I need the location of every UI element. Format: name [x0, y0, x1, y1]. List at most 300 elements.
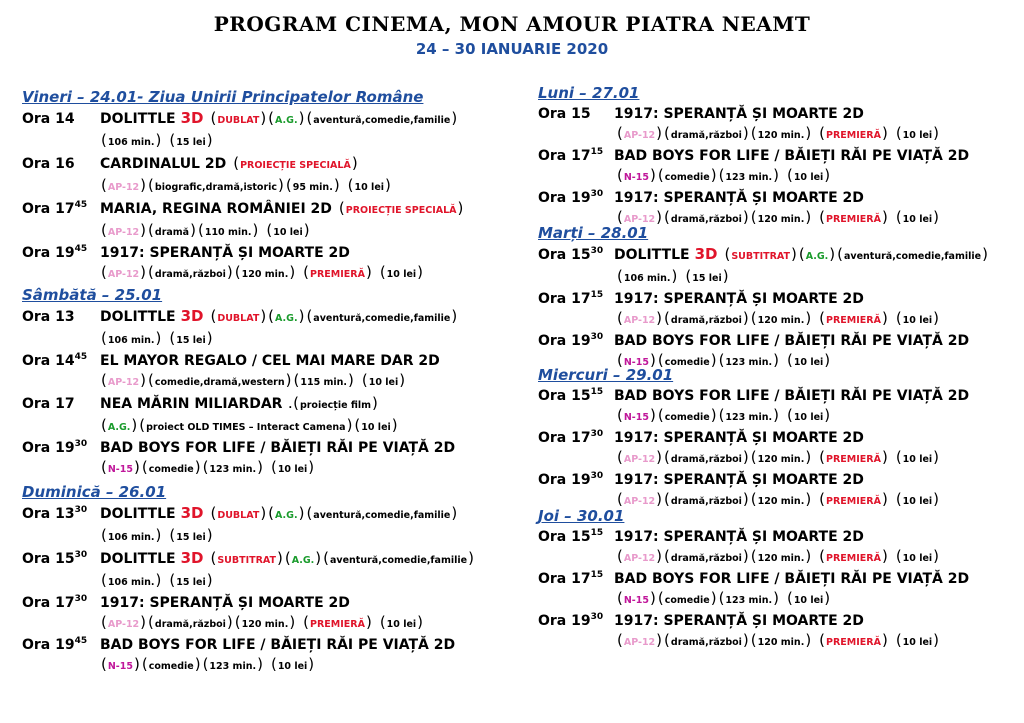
screening-entry	[538, 244, 989, 288]
tag-group	[663, 631, 750, 649]
screening-details-row	[22, 655, 475, 676]
screening-entry	[538, 569, 969, 610]
paren-close: )	[451, 307, 458, 325]
tag-text: DUBLAT	[217, 115, 260, 126]
paren-close: )	[155, 131, 162, 149]
paren-open: (	[617, 448, 623, 466]
paren-close: )	[791, 245, 797, 263]
tag-text: 10 lei	[793, 357, 824, 368]
paren-close: )	[881, 547, 888, 565]
paren-open: (	[101, 613, 107, 631]
movie-title: 1917: SPERANȚĂ ȘI MOARTE 2D	[100, 595, 350, 611]
paren-close: )	[457, 199, 464, 217]
paren-open: (	[268, 109, 275, 127]
tag-text: AP-12	[623, 214, 656, 225]
paren-open: (	[617, 267, 623, 285]
paren-close: )	[257, 458, 263, 476]
paren-open: (	[819, 309, 826, 327]
paren-close: )	[933, 208, 940, 226]
tag-group	[663, 124, 750, 142]
tag-text: aventură,comedie,familie	[313, 115, 451, 126]
paren-close: )	[805, 448, 812, 466]
paren-close: )	[206, 571, 213, 589]
tag-text: 15 lei	[176, 577, 206, 588]
paren-close: )	[155, 571, 162, 589]
tag-text: AP-12	[623, 553, 656, 564]
tag-group	[379, 263, 424, 281]
tag-group	[232, 153, 358, 176]
tag-group	[305, 306, 458, 329]
paren-close: )	[805, 490, 812, 508]
movie-title: NEA MĂRIN MILIARDAR	[100, 396, 283, 412]
paren-close: )	[824, 406, 831, 424]
paren-close: )	[140, 613, 147, 631]
tag-group	[895, 490, 940, 508]
screening-details-row	[538, 406, 969, 427]
screening-main-row	[538, 331, 989, 351]
tag-group	[197, 221, 259, 239]
day-block	[538, 84, 969, 229]
paren-open: (	[148, 613, 154, 631]
tag-text: 123 min.	[725, 172, 773, 183]
screening-entry	[22, 108, 464, 152]
paren-open: (	[718, 166, 725, 184]
paren-open: (	[895, 448, 902, 466]
paren-open: (	[306, 504, 313, 522]
paren-open: (	[210, 549, 217, 567]
tag-group	[302, 263, 373, 281]
paren-close: )	[933, 309, 940, 327]
paren-close: )	[742, 124, 749, 142]
tag-group	[147, 371, 292, 389]
time-minutes: 30	[590, 471, 604, 481]
tag-group	[616, 267, 678, 285]
tag-text: dramă,război	[670, 637, 742, 648]
tag-text: 10 lei	[368, 377, 399, 388]
paren-close: )	[451, 504, 458, 522]
time-minutes: 30	[74, 505, 88, 515]
tag-group	[718, 406, 780, 424]
paren-close: )	[133, 655, 140, 673]
tag-group	[723, 244, 797, 267]
movie-title: 1917: SPERANȚĂ ȘI MOARTE 2D	[614, 106, 864, 122]
screening-details-row	[22, 176, 464, 197]
screening-entry	[538, 470, 969, 511]
tag-text: comedie	[664, 595, 710, 606]
time-minutes: 15	[590, 570, 604, 580]
tag-text: 10 lei	[793, 595, 824, 606]
paren-open: (	[664, 448, 670, 466]
paren-close: )	[656, 547, 663, 565]
paren-close: )	[226, 613, 233, 631]
tag-text: A.G.	[805, 251, 829, 262]
paren-open: (	[101, 371, 107, 389]
paren-close: )	[260, 307, 267, 325]
paren-close: )	[805, 124, 812, 142]
paren-close: )	[391, 416, 398, 434]
time-minutes: 15	[590, 290, 604, 300]
screening-details-row	[22, 416, 458, 437]
tag-text: 95 min.	[292, 182, 333, 193]
paren-open: (	[617, 589, 623, 607]
screening-details-row	[22, 221, 464, 242]
tag-group	[168, 131, 213, 149]
tag-group	[234, 613, 296, 631]
tag-text: 120 min.	[757, 454, 805, 465]
movie-title: CARDINALUL 2D	[100, 156, 227, 172]
paren-open: (	[657, 589, 664, 607]
tag-group	[100, 329, 162, 347]
paren-open: (	[101, 655, 107, 673]
paren-close: )	[773, 589, 779, 607]
paren-close: )	[131, 416, 138, 434]
paren-open: (	[664, 124, 670, 142]
paren-open: (	[617, 406, 623, 424]
tag-group	[663, 490, 750, 508]
tag-group	[786, 406, 831, 424]
tag-text: 123 min.	[725, 412, 773, 423]
day-heading: Marți – 28.01	[538, 224, 649, 242]
time-minutes: 15	[590, 528, 604, 538]
screening-time: Ora $15^{15}$	[538, 528, 604, 545]
movie-title: BAD BOYS FOR LIFE / BĂIEȚI RĂI PE VIAȚĂ 2D	[614, 388, 970, 404]
paren-open: (	[664, 490, 670, 508]
tag-text: 120 min.	[757, 315, 805, 326]
screening-time: Ora $19^{45}$	[22, 636, 88, 653]
tag-group	[616, 589, 657, 607]
movie-title: EL MAYOR REGALO / CEL MAI MARE DAR 2D	[100, 353, 440, 369]
paren-open: (	[617, 351, 623, 369]
screening-details-row	[22, 329, 458, 350]
movie-title: BAD BOYS FOR LIFE / BĂIEȚI RĂI PE VIAȚĂ 2D	[100, 637, 456, 653]
tag-group	[657, 589, 718, 607]
paren-open: (	[101, 416, 107, 434]
time-minutes: 45	[74, 352, 88, 362]
paren-close: )	[805, 547, 812, 565]
tag-group	[663, 448, 750, 466]
tag-text: dramă,război	[670, 553, 742, 564]
format-3d-label: 3D	[180, 109, 204, 127]
paren-open: (	[306, 109, 313, 127]
paren-close: )	[671, 267, 678, 285]
paren-close: )	[260, 109, 267, 127]
paren-open: (	[837, 245, 843, 263]
screening-time: Ora $15^{30}$	[538, 246, 604, 263]
movie-title: 1917: SPERANȚĂ ȘI MOARTE 2D	[100, 245, 350, 261]
tag-text: PREMIERĂ	[826, 214, 881, 225]
date-range: 24 – 30 IANUARIE 2020	[415, 40, 609, 58]
paren-open: (	[617, 166, 623, 184]
paren-open: (	[895, 309, 902, 327]
tag-group	[100, 371, 147, 389]
paren-open: (	[169, 131, 176, 149]
screening-main-row	[538, 386, 969, 406]
paren-open: (	[361, 371, 368, 389]
screening-main-row	[22, 198, 464, 221]
tag-group	[818, 309, 889, 327]
screening-time: Ora $17^{15}$	[538, 570, 604, 587]
paren-close: )	[451, 109, 458, 127]
screening-details-row	[538, 267, 989, 288]
tag-text: N-15	[623, 412, 649, 423]
tag-text: AP-12	[107, 619, 140, 630]
tag-text: AP-12	[107, 377, 140, 388]
tag-group	[100, 571, 162, 589]
tag-group	[284, 548, 322, 571]
tag-group	[270, 655, 315, 673]
paren-open: (	[234, 263, 241, 281]
tag-text: N-15	[623, 595, 649, 606]
tag-group	[141, 655, 202, 673]
day-heading: Miercuri – 29.01	[538, 366, 674, 384]
tag-group	[347, 176, 392, 194]
paren-open: (	[786, 589, 793, 607]
tag-group	[895, 124, 940, 142]
tag-group	[270, 458, 315, 476]
paren-close: )	[308, 458, 315, 476]
tag-text: PREMIERĂ	[826, 315, 881, 326]
paren-open: (	[197, 221, 204, 239]
paren-close: )	[933, 490, 940, 508]
paren-open: (	[617, 124, 623, 142]
screening-entry	[22, 153, 464, 197]
tag-text: PREMIERĂ	[826, 637, 881, 648]
tag-group	[895, 309, 940, 327]
time-minutes: 30	[74, 550, 88, 560]
movie-title: 1917: SPERANȚĂ ȘI MOARTE 2D	[614, 613, 864, 629]
screening-main-row	[538, 569, 969, 589]
time-minutes: 15	[590, 387, 604, 397]
tag-group	[100, 613, 147, 631]
tag-text: proiect OLD TIMES – Interact Camena	[146, 422, 346, 433]
tag-group	[302, 613, 373, 631]
paren-open: (	[718, 589, 725, 607]
paren-open: (	[664, 208, 670, 226]
tag-text: 10 lei	[902, 214, 933, 225]
paren-close: )	[298, 307, 305, 325]
paren-open: (	[657, 351, 664, 369]
tag-text: AP-12	[107, 182, 140, 193]
paren-open: (	[750, 490, 757, 508]
paren-close: )	[206, 131, 213, 149]
screening-details-row	[538, 448, 969, 469]
screening-main-row	[538, 428, 969, 448]
paren-open: (	[819, 448, 826, 466]
paren-open: (	[169, 329, 176, 347]
screening-time: Ora 17	[22, 396, 75, 412]
tag-group	[616, 448, 663, 466]
screening-entry	[538, 386, 969, 427]
tag-text: comedie	[664, 172, 710, 183]
paren-close: )	[277, 549, 283, 567]
screening-main-row	[538, 289, 989, 309]
screening-time: Ora $17^{30}$	[538, 429, 604, 446]
paren-close: )	[372, 394, 378, 412]
paren-close: )	[155, 329, 162, 347]
tag-group	[786, 166, 831, 184]
paren-open: (	[139, 416, 146, 434]
paren-open: (	[750, 309, 757, 327]
tag-text: PREMIERĂ	[826, 496, 881, 507]
paren-close: )	[315, 549, 322, 567]
paren-close: )	[257, 655, 263, 673]
tag-text: PROIECȚIE SPECIALĂ	[240, 160, 351, 171]
screening-entry	[22, 548, 475, 592]
paren-open: (	[101, 458, 107, 476]
paren-open: (	[718, 351, 725, 369]
tag-group	[663, 309, 750, 327]
screening-details-row	[22, 526, 475, 547]
screening-time: Ora $19^{30}$	[538, 189, 604, 206]
time-minutes: 15	[590, 147, 604, 157]
tag-group	[209, 503, 267, 526]
paren-open: (	[617, 208, 623, 226]
paren-open: (	[819, 547, 826, 565]
paren-close: )	[656, 208, 663, 226]
paren-open: (	[657, 166, 664, 184]
tag-group	[718, 166, 780, 184]
tag-text: 120 min.	[241, 269, 289, 280]
paren-open: (	[101, 526, 107, 544]
tag-group	[168, 526, 213, 544]
paren-open: (	[664, 309, 670, 327]
time-minutes: 30	[590, 189, 604, 199]
time-minutes: 30	[590, 612, 604, 622]
tag-group	[353, 416, 398, 434]
screening-main-row	[22, 153, 464, 176]
paren-open: (	[786, 351, 793, 369]
paren-open: (	[210, 109, 217, 127]
day-heading: Sâmbătă – 25.01	[22, 286, 163, 304]
tag-group	[100, 458, 141, 476]
tag-group	[100, 526, 162, 544]
screening-time: Ora $17^{15}$	[538, 147, 604, 164]
paren-close: )	[289, 263, 296, 281]
tag-group	[265, 221, 310, 239]
tag-text: dramă,război	[670, 315, 742, 326]
time-minutes: 45	[74, 636, 88, 646]
tag-text: 120 min.	[757, 553, 805, 564]
tag-text: 120 min.	[757, 496, 805, 507]
movie-title: BAD BOYS FOR LIFE / BĂIEȚI RĂI PE VIAȚĂ 2D	[614, 571, 970, 587]
tag-group	[267, 108, 305, 131]
paren-close: )	[190, 221, 196, 239]
tag-text: 110 min.	[204, 227, 252, 238]
tag-text: dramă,război	[670, 496, 742, 507]
screening-main-row	[538, 527, 969, 547]
format-3d-label: 3D	[180, 307, 204, 325]
tag-group	[750, 124, 812, 142]
screening-details-row	[22, 131, 464, 152]
screening-time: Ora $13^{30}$	[22, 505, 88, 522]
day-heading: Joi – 30.01	[538, 507, 625, 525]
tag-text: 106 min.	[107, 577, 155, 588]
paren-open: (	[148, 221, 154, 239]
tag-group	[100, 655, 141, 673]
tag-text: AP-12	[623, 454, 656, 465]
tag-group	[786, 589, 831, 607]
paren-open: (	[617, 490, 623, 508]
paren-open: (	[750, 124, 757, 142]
paren-open: (	[750, 631, 757, 649]
paren-open: (	[664, 547, 670, 565]
screening-main-row	[22, 306, 458, 329]
screening-main-row	[22, 503, 475, 526]
paren-open: (	[233, 154, 240, 172]
screening-entry	[538, 428, 969, 469]
paren-close: )	[933, 631, 940, 649]
movie-title: BAD BOYS FOR LIFE / BĂIEȚI RĂI PE VIAȚĂ 2D	[100, 440, 456, 456]
screening-entry	[22, 198, 464, 242]
tag-text: comedie	[148, 661, 194, 672]
tag-text: 120 min.	[241, 619, 289, 630]
tag-text: PREMIERĂ	[826, 454, 881, 465]
paren-close: )	[365, 613, 372, 631]
screening-time: Ora $19^{30}$	[538, 471, 604, 488]
tag-group	[138, 416, 353, 434]
day-block	[22, 483, 475, 676]
screening-details-row	[22, 571, 475, 592]
header	[0, 12, 1024, 60]
tag-group	[209, 306, 267, 329]
tag-text: 123 min.	[209, 661, 257, 672]
paren-close: )	[365, 263, 372, 281]
movie-title: DOLITTLE	[614, 247, 690, 263]
tag-group	[100, 416, 138, 434]
paren-open: (	[293, 371, 300, 389]
screening-time: Ora 13	[22, 309, 75, 325]
paren-close: )	[155, 526, 162, 544]
screening-time: Ora $15^{30}$	[22, 550, 88, 567]
paren-open: (	[786, 166, 793, 184]
paren-close: )	[252, 221, 259, 239]
paren-open: (	[664, 631, 670, 649]
tag-text: 10 lei	[793, 412, 824, 423]
tag-group	[616, 547, 663, 565]
tag-group	[895, 631, 940, 649]
paren-close: )	[982, 245, 988, 263]
paren-close: )	[742, 547, 749, 565]
tag-group	[718, 589, 780, 607]
tag-group	[657, 406, 718, 424]
movie-title: DOLITTLE	[100, 506, 176, 522]
tag-text: PREMIERĂ	[826, 130, 881, 141]
movie-title: DOLITTLE	[100, 551, 176, 567]
tag-text: 106 min.	[107, 335, 155, 346]
screening-entry	[22, 635, 475, 676]
paren-close: )	[824, 166, 831, 184]
tag-group	[168, 571, 213, 589]
paren-close: )	[226, 263, 233, 281]
tag-text: A.G.	[275, 115, 298, 126]
paren-open: (	[210, 307, 217, 325]
tag-text: N-15	[107, 464, 133, 475]
tag-text: dramă,război	[154, 619, 226, 630]
tag-group	[750, 309, 812, 327]
paren-open: (	[101, 176, 107, 194]
paren-close: )	[194, 458, 201, 476]
tag-text: A.G.	[107, 422, 131, 433]
paren-close: )	[710, 589, 717, 607]
screening-main-row	[538, 188, 969, 208]
page-title: PROGRAM CINEMA, MON AMOUR PIATRA NEAMT	[213, 12, 811, 36]
tag-text: N-15	[623, 172, 649, 183]
screening-details-row	[538, 309, 989, 330]
paren-close: )	[140, 263, 147, 281]
paren-close: )	[140, 371, 147, 389]
tag-group	[818, 124, 889, 142]
day-block	[538, 507, 969, 652]
